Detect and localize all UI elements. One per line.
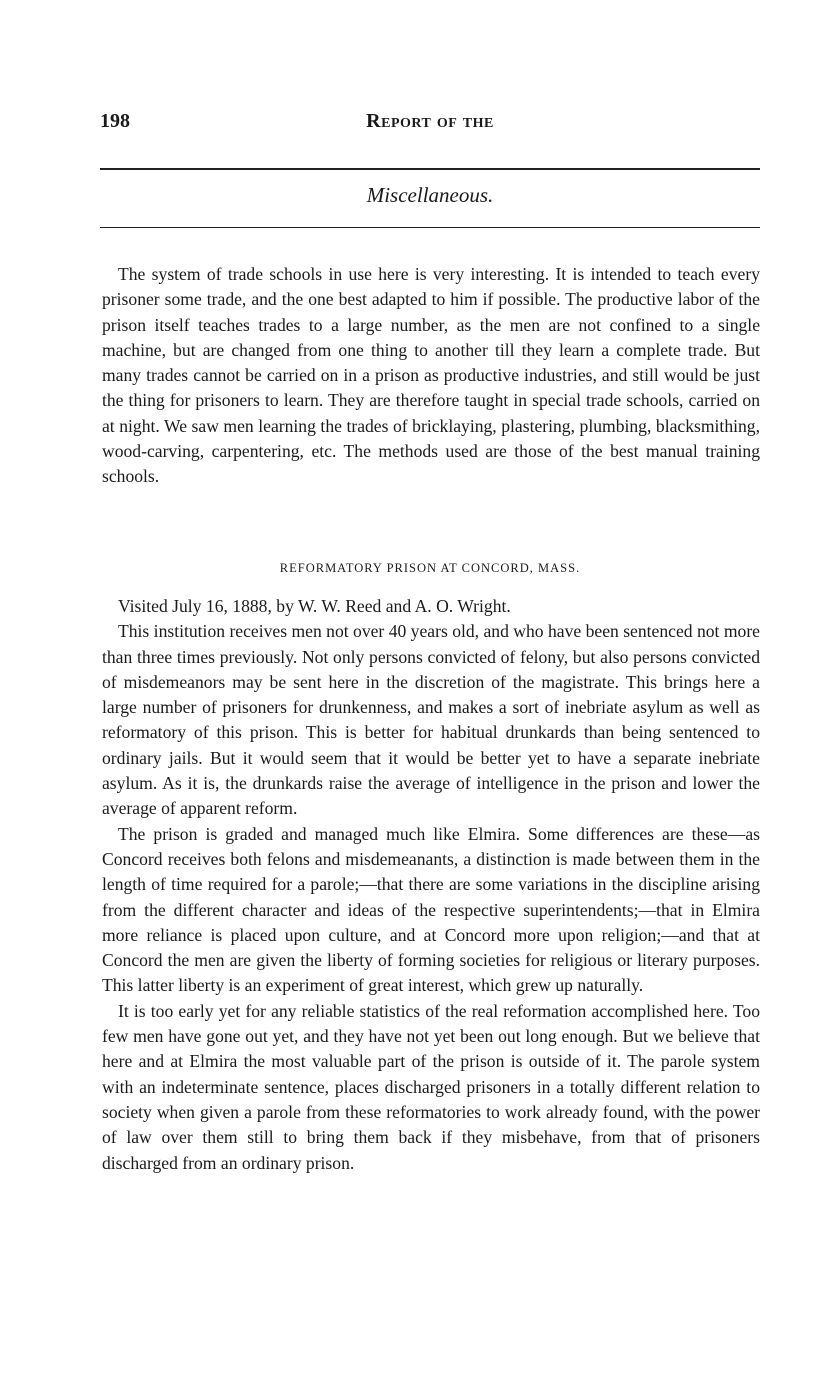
- running-title: Report of the: [366, 110, 494, 132]
- top-divider: [100, 168, 760, 170]
- page-number: 198: [100, 110, 130, 132]
- section-title: Miscellaneous.: [366, 183, 494, 207]
- subsection-heading: REFORMATORY PRISON AT CONCORD, MASS.: [279, 561, 581, 575]
- paragraph-institution: This institution receives men not over 40 years old, and who have been sentenced not more than three times previously. Not only persons convicted of felony, but also persons convicted of misdemeanors may be sent here in the discretion of the magistrate. This brings here a large number of prisoners for drunkenness, and makes a sort of inebriate asylum as well as reformatory of this prison. This is better for habitual drunkards than being sentenced to ordinary jails. But it would seem that it would be better yet to have a separate inebriate asylum. As it is, the drunkards raise the average of intelligence in the prison and lower the average of apparent reform.: [102, 621, 760, 819]
- concord-text-block: [102, 594, 760, 1176]
- bottom-divider: [100, 227, 760, 228]
- paragraph-grading: The prison is graded and managed much like Elmira. Some differences are these—as Concord receives both felons and misdemeanants, a distinction is made between them in the length of time required for a parole;—that there are some variations in the discipline arising from the different character and ideas of the respective superintendents;—that in Elmira more reliance is placed upon culture, and at Concord more upon religion;—and that at Concord the men are given the liberty of forming societies for religious or literary purposes. This latter liberty is an experiment of great interest, which grew up naturally.: [102, 823, 760, 996]
- paragraph-parole: It is too early yet for any reliable statistics of the real reformation accomplished here. Too few men have gone out yet, and they have not yet been out long enough. But we believe that here and at Elmira the most valuable part of the prison is outside of it. The parole system with an indeterminate sentence, places discharged prisoners in a totally different relation to society when given a parole from these reformatories to work already found, with the power of law over them still to bring them back if they misbehave, from that of prisoners discharged from an ordinary prison.: [102, 1000, 760, 1173]
- visited-line: Visited July 16, 1888, by W. W. Reed and A. O. Wright.: [118, 596, 511, 616]
- paragraph-trade-schools: The system of trade schools in use here is very interesting. It is intended to teach every prisoner some trade, and the one best adapted to him if possible. The productive labor of the prison itself teaches trades to a large number, as the men are not confined to a single machine, but are changed from one thing to another till they learn a complete trade. But many trades cannot be carried on in a prison as productive industries, and still would be just the thing for prisoners to learn. They are therefore taught in special trade schools, carried on at night. We saw men learning the trades of bricklaying, plastering, plumbing, blacksmithing, wood-carving, carpentering, etc. The methods used are those of the best manual training schools.: [102, 264, 760, 487]
- intro-text-block: [102, 262, 760, 490]
